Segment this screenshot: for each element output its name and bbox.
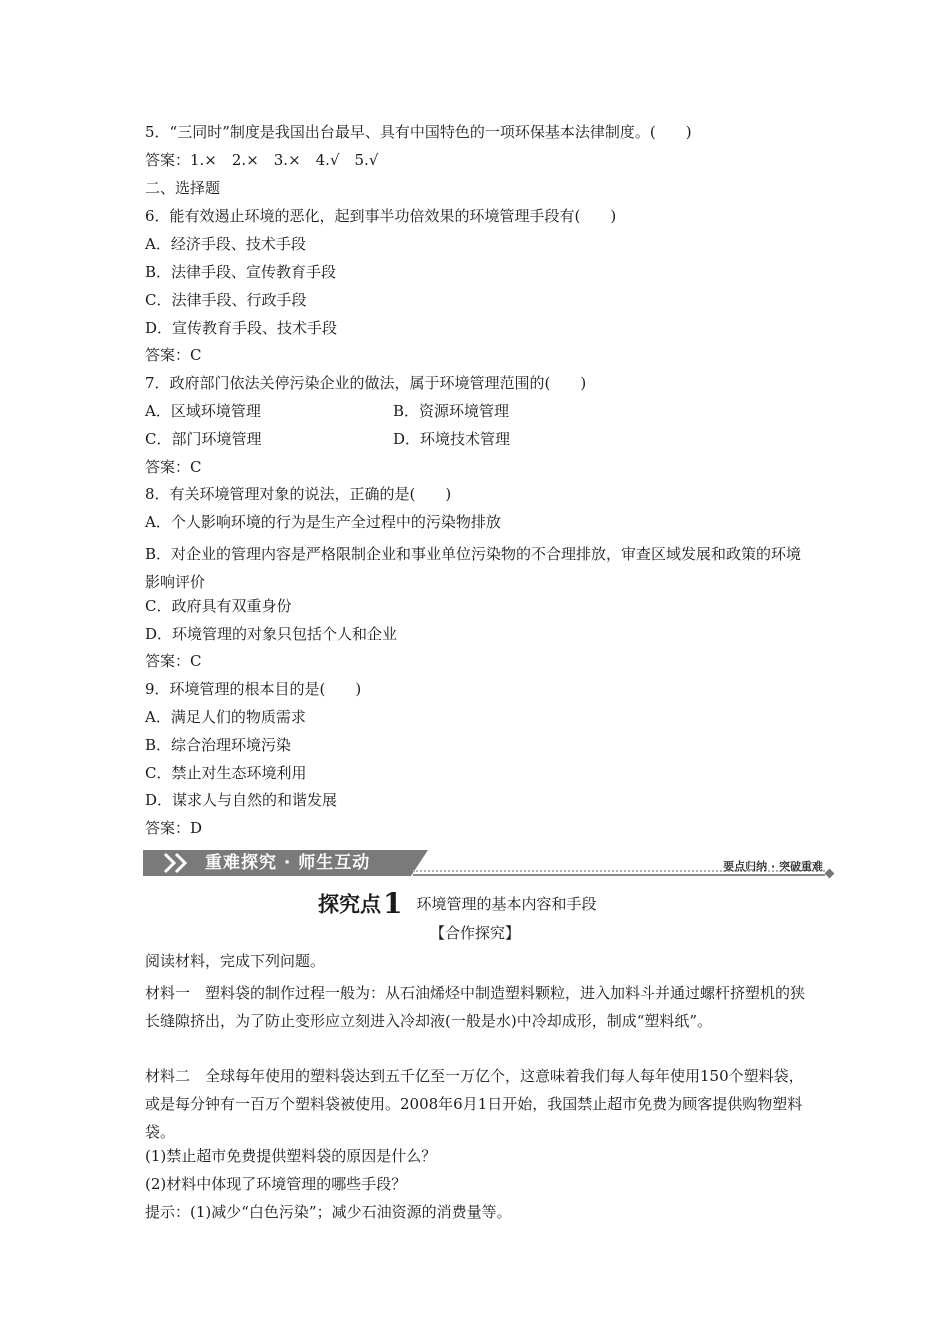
q7-options-row1 (145, 401, 815, 421)
q6-option-a: A．经济手段、技术手段 (145, 235, 306, 253)
q7-option-a: A．区域环境管理 (145, 402, 261, 420)
banner-title: 重难探究 · 师生互动 (205, 853, 371, 873)
diamond-icon (825, 869, 835, 879)
q9-answer: 答案：D (145, 819, 203, 837)
q7-answer: 答案：C (145, 458, 202, 476)
material-two: 材料二 全球每年使用的塑料袋达到五千亿至一万亿个，这意味着我们每人每年使用150个塑料袋，或是每分钟有一百万个塑料袋被使用。2008年6月1日开始，我国禁止超市免费为顾客提供购物塑料袋。 (145, 1067, 804, 1141)
q6-stem: 6．能有效遏止环境的恶化，起到事半功倍效果的环境管理手段有( ) (145, 207, 617, 225)
hint-text: 提示：(1)减少“白色污染”；减少石油资源的消费量等。 (145, 1203, 512, 1221)
q6-option-c: C．法律手段、行政手段 (145, 291, 307, 309)
section-heading: 二、选择题 (145, 179, 221, 197)
q7-options-row2 (145, 429, 815, 449)
q7-option-d: D．环境技术管理 (393, 430, 511, 448)
q9-option-c: C．禁止对生态环境利用 (145, 764, 307, 782)
q5-stem: 5．“三同时”制度是我国出台最早、具有中国特色的一项环保基本法律制度。( ) (145, 123, 692, 141)
inquiry-point-title: 环境管理的基本内容和手段 (416, 895, 597, 913)
q6-option-d: D．宣传教育手段、技术手段 (145, 319, 338, 337)
cooperative-inquiry-heading: 【合作探究】 (429, 924, 520, 942)
inquiry-point-label: 探究点 (318, 892, 381, 917)
q7-option-c: C．部门环境管理 (145, 430, 262, 448)
q6-answer: 答案：C (145, 346, 202, 364)
q9-option-d: D．谋求人与自然的和谐发展 (145, 791, 338, 809)
q6-option-b: B．法律手段、宣传教育手段 (145, 263, 337, 281)
q8-answer: 答案：C (145, 652, 202, 670)
q8-option-b: B．对企业的管理内容是严格限制企业和事业单位污染物的不合理排放，审查区域发展和政策的环境影响评价 (145, 545, 802, 591)
double-chevron-icon (161, 852, 197, 874)
q9-stem: 9．环境管理的根本目的是( ) (145, 680, 362, 698)
q9-option-b: B．综合治理环境污染 (145, 736, 292, 754)
reading-instruction: 阅读材料，完成下列问题。 (145, 952, 326, 970)
q7-option-b: B．资源环境管理 (393, 402, 510, 420)
q9-option-a: A．满足人们的物质需求 (145, 708, 306, 726)
section-banner (143, 848, 833, 880)
inquiry-point-number: 1 (383, 887, 403, 920)
inquiry-point-heading (318, 887, 597, 919)
question-2: (2)材料中体现了环境管理的哪些手段？ (145, 1175, 407, 1193)
q8-stem: 8．有关环境管理对象的说法，正确的是( ) (145, 485, 452, 503)
banner-subtitle: 要点归纳 · 突破重难 (723, 860, 823, 873)
question-1: (1)禁止超市免费提供塑料袋的原因是什么？ (145, 1147, 437, 1165)
banner-rule (413, 874, 825, 876)
q8-option-d: D．环境管理的对象只包括个人和企业 (145, 625, 398, 643)
material-one: 材料一 塑料袋的制作过程一般为：从石油烯烃中制造塑料颗粒，进入加料斗并通过螺杆挤塑机的狭长缝隙挤出，为了防止变形应立刻进入冷却液(一般是水)中冷却成形，制成“塑料纸”。 (145, 984, 806, 1030)
q7-stem: 7．政府部门依法关停污染企业的做法，属于环境管理范围的( ) (145, 374, 587, 392)
q8-option-c: C．政府具有双重身份 (145, 597, 292, 615)
tf-answers: 答案：1.× 2.× 3.× 4.√ 5.√ (145, 151, 379, 169)
q8-option-a: A．个人影响环境的行为是生产全过程中的污染物排放 (145, 513, 501, 531)
